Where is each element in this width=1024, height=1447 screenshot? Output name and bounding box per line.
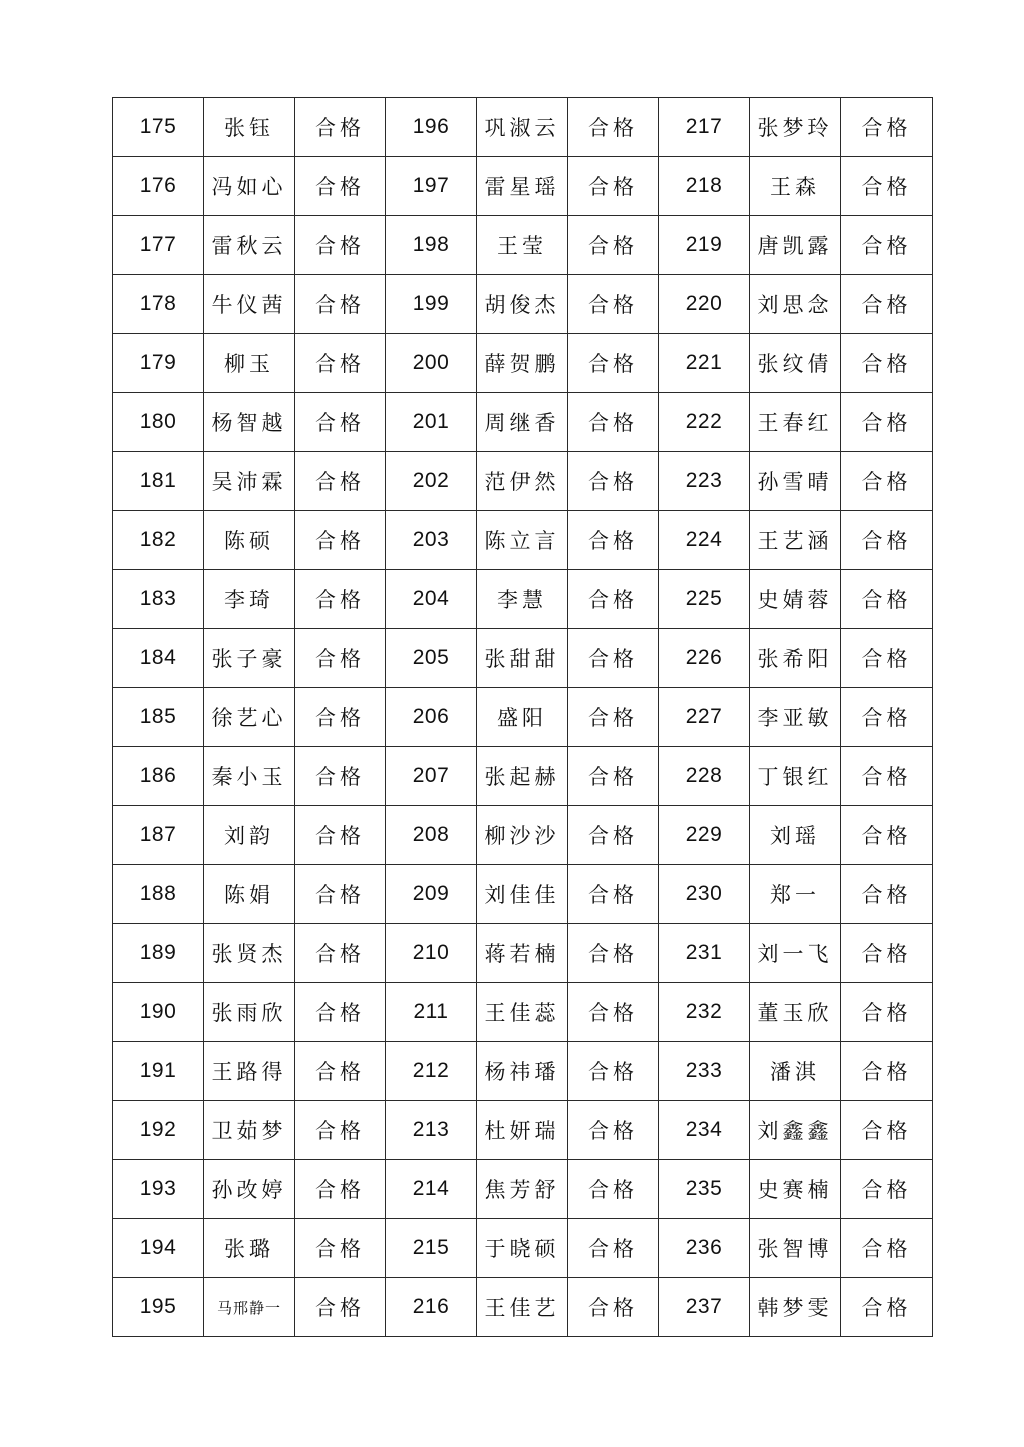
entry-name: 张钰 bbox=[204, 98, 295, 157]
entry-name: 吴沛霖 bbox=[204, 452, 295, 511]
entry-result: 合格 bbox=[568, 570, 659, 629]
entry-result: 合格 bbox=[841, 629, 933, 688]
entry-name: 李琦 bbox=[204, 570, 295, 629]
entry-result: 合格 bbox=[841, 924, 933, 983]
entry-name: 马邢静一 bbox=[204, 1278, 295, 1337]
entry-number: 187 bbox=[113, 806, 204, 865]
entry-name: 王春红 bbox=[750, 393, 841, 452]
entry-number: 219 bbox=[659, 216, 750, 275]
entry-number: 221 bbox=[659, 334, 750, 393]
entry-number: 231 bbox=[659, 924, 750, 983]
entry-result: 合格 bbox=[295, 1160, 386, 1219]
entry-name: 王艺涵 bbox=[750, 511, 841, 570]
entry-name: 刘一飞 bbox=[750, 924, 841, 983]
entry-number: 192 bbox=[113, 1101, 204, 1160]
entry-name: 王莹 bbox=[477, 216, 568, 275]
entry-result: 合格 bbox=[841, 865, 933, 924]
table-row bbox=[113, 806, 933, 865]
entry-result: 合格 bbox=[568, 334, 659, 393]
entry-result: 合格 bbox=[841, 1278, 933, 1337]
entry-name: 杜妍瑞 bbox=[477, 1101, 568, 1160]
entry-name: 王森 bbox=[750, 157, 841, 216]
entry-number: 197 bbox=[386, 157, 477, 216]
entry-number: 181 bbox=[113, 452, 204, 511]
entry-number: 217 bbox=[659, 98, 750, 157]
entry-number: 211 bbox=[386, 983, 477, 1042]
entry-number: 215 bbox=[386, 1219, 477, 1278]
entry-name: 陈硕 bbox=[204, 511, 295, 570]
entry-number: 213 bbox=[386, 1101, 477, 1160]
entry-result: 合格 bbox=[568, 216, 659, 275]
entry-number: 183 bbox=[113, 570, 204, 629]
table-row bbox=[113, 1160, 933, 1219]
table-row bbox=[113, 1042, 933, 1101]
entry-number: 226 bbox=[659, 629, 750, 688]
entry-number: 194 bbox=[113, 1219, 204, 1278]
entry-number: 201 bbox=[386, 393, 477, 452]
entry-result: 合格 bbox=[841, 1101, 933, 1160]
entry-result: 合格 bbox=[568, 1219, 659, 1278]
entry-number: 229 bbox=[659, 806, 750, 865]
entry-number: 209 bbox=[386, 865, 477, 924]
entry-result: 合格 bbox=[841, 688, 933, 747]
entry-name: 范伊然 bbox=[477, 452, 568, 511]
table-row bbox=[113, 1219, 933, 1278]
entry-number: 220 bbox=[659, 275, 750, 334]
entry-number: 189 bbox=[113, 924, 204, 983]
entry-result: 合格 bbox=[295, 924, 386, 983]
entry-result: 合格 bbox=[841, 216, 933, 275]
entry-number: 195 bbox=[113, 1278, 204, 1337]
entry-name: 杨智越 bbox=[204, 393, 295, 452]
entry-number: 228 bbox=[659, 747, 750, 806]
entry-number: 176 bbox=[113, 157, 204, 216]
entry-name: 孙雪晴 bbox=[750, 452, 841, 511]
entry-name: 冯如心 bbox=[204, 157, 295, 216]
entry-result: 合格 bbox=[841, 452, 933, 511]
entry-result: 合格 bbox=[568, 1160, 659, 1219]
entry-name: 史赛楠 bbox=[750, 1160, 841, 1219]
entry-name: 孙改婷 bbox=[204, 1160, 295, 1219]
roster-sheet bbox=[112, 97, 932, 1337]
entry-name: 盛阳 bbox=[477, 688, 568, 747]
entry-name: 秦小玉 bbox=[204, 747, 295, 806]
table-row bbox=[113, 865, 933, 924]
entry-result: 合格 bbox=[295, 452, 386, 511]
entry-result: 合格 bbox=[841, 806, 933, 865]
entry-number: 205 bbox=[386, 629, 477, 688]
entry-number: 214 bbox=[386, 1160, 477, 1219]
entry-number: 230 bbox=[659, 865, 750, 924]
entry-name: 焦芳舒 bbox=[477, 1160, 568, 1219]
entry-name: 刘韵 bbox=[204, 806, 295, 865]
entry-result: 合格 bbox=[295, 157, 386, 216]
entry-result: 合格 bbox=[295, 688, 386, 747]
entry-number: 185 bbox=[113, 688, 204, 747]
entry-number: 218 bbox=[659, 157, 750, 216]
entry-number: 180 bbox=[113, 393, 204, 452]
table-row bbox=[113, 570, 933, 629]
entry-name: 巩淑云 bbox=[477, 98, 568, 157]
entry-name: 柳沙沙 bbox=[477, 806, 568, 865]
entry-result: 合格 bbox=[841, 1160, 933, 1219]
entry-result: 合格 bbox=[841, 983, 933, 1042]
entry-name: 张子豪 bbox=[204, 629, 295, 688]
entry-name: 张希阳 bbox=[750, 629, 841, 688]
entry-name: 张纹倩 bbox=[750, 334, 841, 393]
entry-name: 雷秋云 bbox=[204, 216, 295, 275]
entry-result: 合格 bbox=[295, 983, 386, 1042]
entry-number: 202 bbox=[386, 452, 477, 511]
entry-result: 合格 bbox=[295, 629, 386, 688]
entry-result: 合格 bbox=[841, 393, 933, 452]
entry-result: 合格 bbox=[295, 275, 386, 334]
entry-result: 合格 bbox=[568, 275, 659, 334]
entry-result: 合格 bbox=[295, 1219, 386, 1278]
entry-result: 合格 bbox=[841, 157, 933, 216]
entry-number: 234 bbox=[659, 1101, 750, 1160]
entry-number: 186 bbox=[113, 747, 204, 806]
table-row bbox=[113, 98, 933, 157]
entry-number: 225 bbox=[659, 570, 750, 629]
table-row bbox=[113, 629, 933, 688]
entry-result: 合格 bbox=[295, 1042, 386, 1101]
entry-number: 237 bbox=[659, 1278, 750, 1337]
entry-number: 222 bbox=[659, 393, 750, 452]
entry-name: 张梦玲 bbox=[750, 98, 841, 157]
entry-result: 合格 bbox=[568, 1278, 659, 1337]
entry-number: 207 bbox=[386, 747, 477, 806]
table-row bbox=[113, 216, 933, 275]
entry-result: 合格 bbox=[295, 1278, 386, 1337]
entry-result: 合格 bbox=[841, 747, 933, 806]
entry-name: 丁银红 bbox=[750, 747, 841, 806]
entry-name: 蒋若楠 bbox=[477, 924, 568, 983]
entry-name: 杨祎璠 bbox=[477, 1042, 568, 1101]
entry-name: 牛仪茜 bbox=[204, 275, 295, 334]
entry-name: 张甜甜 bbox=[477, 629, 568, 688]
entry-result: 合格 bbox=[295, 393, 386, 452]
entry-number: 178 bbox=[113, 275, 204, 334]
entry-number: 208 bbox=[386, 806, 477, 865]
entry-number: 191 bbox=[113, 1042, 204, 1101]
entry-result: 合格 bbox=[568, 393, 659, 452]
entry-name: 刘佳佳 bbox=[477, 865, 568, 924]
entry-number: 216 bbox=[386, 1278, 477, 1337]
entry-number: 193 bbox=[113, 1160, 204, 1219]
entry-name: 张璐 bbox=[204, 1219, 295, 1278]
entry-number: 199 bbox=[386, 275, 477, 334]
entry-number: 232 bbox=[659, 983, 750, 1042]
entry-name: 郑一 bbox=[750, 865, 841, 924]
entry-result: 合格 bbox=[568, 747, 659, 806]
entry-number: 212 bbox=[386, 1042, 477, 1101]
table-row bbox=[113, 688, 933, 747]
entry-name: 于晓硕 bbox=[477, 1219, 568, 1278]
entry-number: 177 bbox=[113, 216, 204, 275]
entry-result: 合格 bbox=[568, 806, 659, 865]
entry-number: 175 bbox=[113, 98, 204, 157]
entry-name: 董玉欣 bbox=[750, 983, 841, 1042]
entry-number: 223 bbox=[659, 452, 750, 511]
entry-number: 224 bbox=[659, 511, 750, 570]
entry-result: 合格 bbox=[568, 1042, 659, 1101]
entry-number: 236 bbox=[659, 1219, 750, 1278]
entry-result: 合格 bbox=[568, 511, 659, 570]
entry-name: 胡俊杰 bbox=[477, 275, 568, 334]
entry-number: 200 bbox=[386, 334, 477, 393]
entry-result: 合格 bbox=[295, 1101, 386, 1160]
entry-result: 合格 bbox=[841, 1042, 933, 1101]
roster-body bbox=[113, 98, 933, 1337]
table-row bbox=[113, 983, 933, 1042]
entry-number: 196 bbox=[386, 98, 477, 157]
entry-result: 合格 bbox=[568, 924, 659, 983]
entry-name: 徐艺心 bbox=[204, 688, 295, 747]
table-row bbox=[113, 511, 933, 570]
entry-name: 周继香 bbox=[477, 393, 568, 452]
table-row bbox=[113, 1101, 933, 1160]
entry-number: 182 bbox=[113, 511, 204, 570]
entry-name: 陈娟 bbox=[204, 865, 295, 924]
entry-name: 李慧 bbox=[477, 570, 568, 629]
entry-name: 李亚敏 bbox=[750, 688, 841, 747]
entry-name: 王佳艺 bbox=[477, 1278, 568, 1337]
entry-result: 合格 bbox=[841, 275, 933, 334]
entry-number: 198 bbox=[386, 216, 477, 275]
entry-name: 薛贺鹏 bbox=[477, 334, 568, 393]
entry-number: 227 bbox=[659, 688, 750, 747]
entry-result: 合格 bbox=[295, 865, 386, 924]
table-row bbox=[113, 1278, 933, 1337]
entry-number: 204 bbox=[386, 570, 477, 629]
entry-name: 张智博 bbox=[750, 1219, 841, 1278]
table-row bbox=[113, 747, 933, 806]
entry-name: 潘淇 bbox=[750, 1042, 841, 1101]
table-row bbox=[113, 452, 933, 511]
table-row bbox=[113, 924, 933, 983]
entry-result: 合格 bbox=[841, 1219, 933, 1278]
entry-result: 合格 bbox=[568, 688, 659, 747]
entry-result: 合格 bbox=[568, 1101, 659, 1160]
entry-number: 179 bbox=[113, 334, 204, 393]
entry-name: 陈立言 bbox=[477, 511, 568, 570]
entry-result: 合格 bbox=[568, 452, 659, 511]
entry-name: 刘思念 bbox=[750, 275, 841, 334]
entry-name: 柳玉 bbox=[204, 334, 295, 393]
entry-name: 雷星瑶 bbox=[477, 157, 568, 216]
entry-number: 203 bbox=[386, 511, 477, 570]
entry-name: 韩梦雯 bbox=[750, 1278, 841, 1337]
entry-result: 合格 bbox=[568, 157, 659, 216]
table-row bbox=[113, 393, 933, 452]
entry-name: 刘瑶 bbox=[750, 806, 841, 865]
entry-result: 合格 bbox=[295, 98, 386, 157]
entry-number: 235 bbox=[659, 1160, 750, 1219]
entry-result: 合格 bbox=[295, 511, 386, 570]
roster-table bbox=[112, 97, 933, 1337]
entry-result: 合格 bbox=[841, 511, 933, 570]
entry-result: 合格 bbox=[295, 570, 386, 629]
entry-number: 188 bbox=[113, 865, 204, 924]
entry-number: 190 bbox=[113, 983, 204, 1042]
entry-result: 合格 bbox=[295, 216, 386, 275]
entry-result: 合格 bbox=[295, 806, 386, 865]
entry-name: 卫茹梦 bbox=[204, 1101, 295, 1160]
entry-name: 史婧蓉 bbox=[750, 570, 841, 629]
entry-result: 合格 bbox=[295, 334, 386, 393]
entry-result: 合格 bbox=[841, 334, 933, 393]
entry-name: 唐凯露 bbox=[750, 216, 841, 275]
entry-name: 王佳蕊 bbox=[477, 983, 568, 1042]
entry-result: 合格 bbox=[841, 98, 933, 157]
entry-result: 合格 bbox=[568, 865, 659, 924]
entry-result: 合格 bbox=[295, 747, 386, 806]
entry-number: 184 bbox=[113, 629, 204, 688]
entry-name: 刘鑫鑫 bbox=[750, 1101, 841, 1160]
entry-number: 206 bbox=[386, 688, 477, 747]
entry-name: 张雨欣 bbox=[204, 983, 295, 1042]
entry-result: 合格 bbox=[841, 570, 933, 629]
entry-number: 210 bbox=[386, 924, 477, 983]
entry-name: 王路得 bbox=[204, 1042, 295, 1101]
entry-result: 合格 bbox=[568, 983, 659, 1042]
table-row bbox=[113, 334, 933, 393]
entry-number: 233 bbox=[659, 1042, 750, 1101]
entry-result: 合格 bbox=[568, 629, 659, 688]
entry-result: 合格 bbox=[568, 98, 659, 157]
entry-name: 张起赫 bbox=[477, 747, 568, 806]
entry-name: 张贤杰 bbox=[204, 924, 295, 983]
table-row bbox=[113, 157, 933, 216]
table-row bbox=[113, 275, 933, 334]
